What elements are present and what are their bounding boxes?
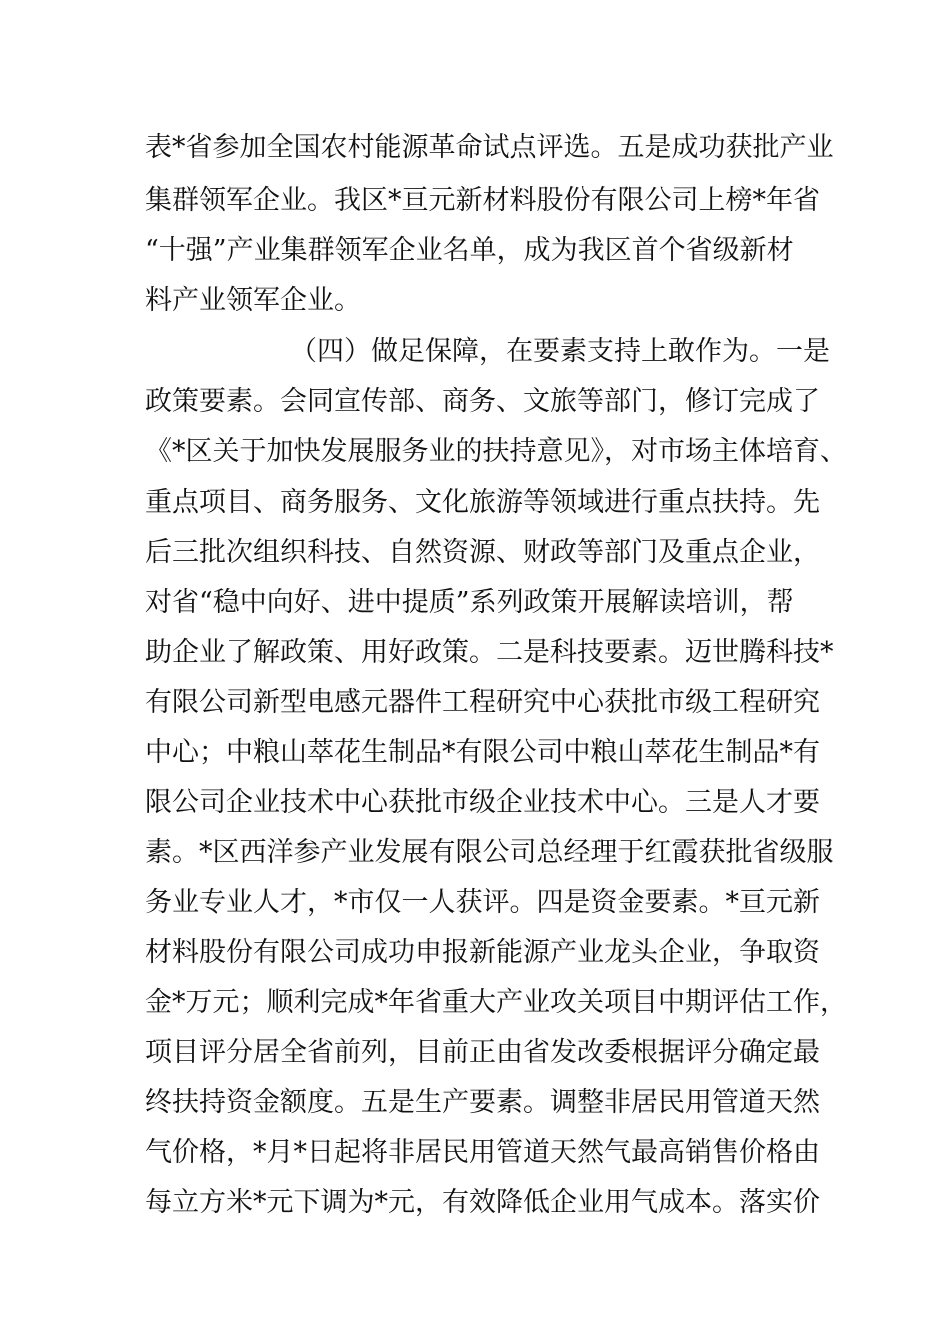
text-line: 助企业了解政策、用好政策。二是科技要素。迈世腾科技* <box>145 637 834 668</box>
text-line: “十强”产业集群领军企业名单，成为我区首个省级新材 <box>145 235 794 266</box>
text-line: 表*省参加全国农村能源革命试点评选。五是成功获批产业 <box>145 132 834 163</box>
text-line: 务业专业人才，*市仅一人获评。四是资金要素。*亘元新 <box>145 887 820 918</box>
text-line: 金*万元；顺利完成*年省重大产业攻关项目中期评估工作， <box>145 987 847 1018</box>
text-line: 材料股份有限公司成功申报新能源产业龙头企业，争取资 <box>145 937 820 968</box>
text-line: 对省“稳中向好、进中提质”系列政策开展解读培训，帮 <box>145 587 794 618</box>
text-line: 素。*区西洋参产业发展有限公司总经理于红霞获批省级服 <box>145 837 834 868</box>
text-line: 终扶持资金额度。五是生产要素。调整非居民用管道天然 <box>145 1087 820 1118</box>
text-line: 集群领军企业。我区*亘元新材料股份有限公司上榜*年省 <box>145 185 820 216</box>
text-line: 气价格，*月*日起将非居民用管道天然气最高销售价格由 <box>145 1137 820 1168</box>
text-line: 料产业领军企业。 <box>145 285 361 316</box>
text-line: 限公司企业技术中心获批市级企业技术中心。三是人才要 <box>145 787 820 818</box>
text-line: 每立方米*元下调为*元，有效降低企业用气成本。落实价 <box>145 1187 820 1218</box>
section-heading-line: （四）做足保障，在要素支持上敢作为。一是 <box>290 336 830 367</box>
text-line: 项目评分居全省前列，目前正由省发改委根据评分确定最 <box>145 1037 820 1068</box>
text-line: 《*区关于加快发展服务业的扶持意见》，对市场主体培育、 <box>145 436 847 467</box>
text-line: 政策要素。会同宣传部、商务、文旅等部门，修订完成了 <box>145 386 820 417</box>
text-line: 后三批次组织科技、自然资源、财政等部门及重点企业， <box>145 537 820 568</box>
text-line: 有限公司新型电感元器件工程研究中心获批市级工程研究 <box>145 687 820 718</box>
text-line: 重点项目、商务服务、文化旅游等领域进行重点扶持。先 <box>145 487 820 518</box>
text-line: 中心；中粮山萃花生制品*有限公司中粮山萃花生制品*有 <box>145 737 820 768</box>
